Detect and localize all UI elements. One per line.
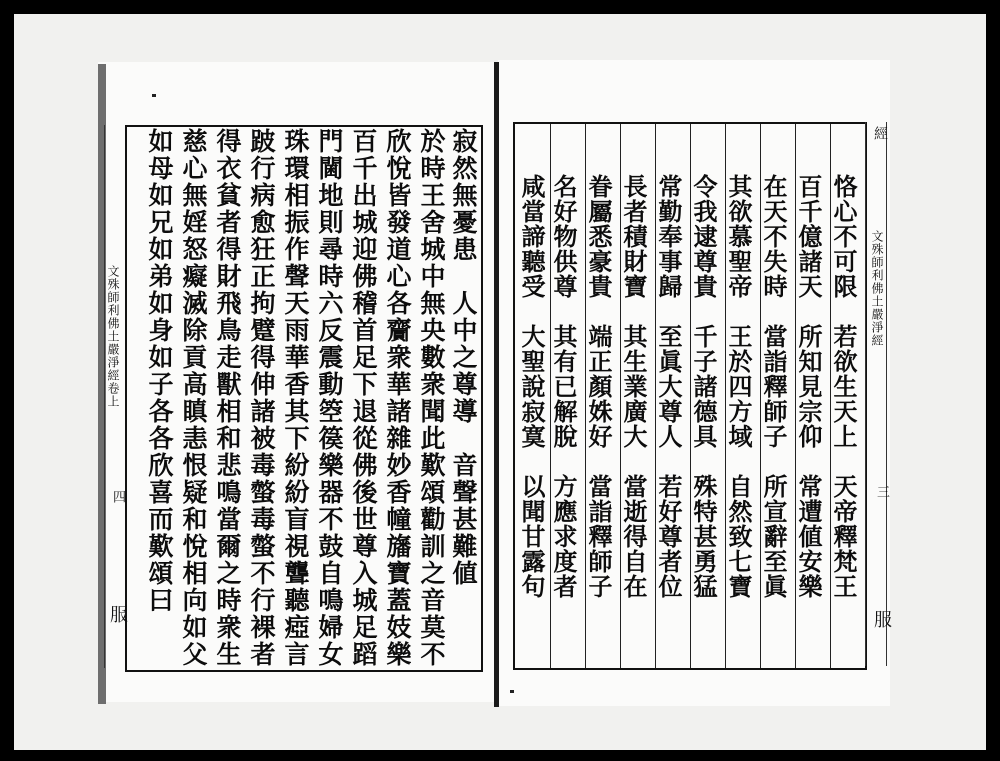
- right-verse-column: 咸當諦聽受 大聖說寂寞 以聞甘露句: [517, 174, 546, 599]
- left-text-column: 欣悅皆發道心各齎衆華諸雜妙香幢旛寶蓋妓樂: [383, 128, 412, 668]
- left-text-column: 寂然無憂患 人中之尊導 音聲甚難値: [449, 128, 478, 587]
- left-text-column: 跛行病愈狂正拘躄得伸諸被毒螫毒螫不行裸者: [247, 128, 276, 668]
- left-text-column: 門閫地則尋時六反震動箜篌樂器不鼓自鳴婦女: [315, 128, 344, 668]
- right-margin-top: 經: [872, 126, 888, 141]
- right-verse-column: 眷屬悉豪貴 端正顏姝好 當詣釋師子: [584, 174, 613, 599]
- left-text-column: 百千出城迎佛稽首足下退從佛後世尊入城足蹈: [349, 128, 378, 668]
- right-verse-column: 其欲慕聖帝 王於四方域 自然致七寶: [724, 174, 753, 599]
- right-folio-number: 三: [874, 485, 889, 499]
- right-book-mark: 服: [871, 610, 892, 629]
- book-spine: [494, 62, 499, 707]
- left-text-column: 珠環相振作聲天雨華香其下紛紛盲視聾聽瘂言: [281, 128, 310, 668]
- right-margin-title: 文殊師利佛土嚴淨經: [870, 230, 884, 347]
- ink-speck: [510, 690, 514, 693]
- left-folio-number: 四: [110, 490, 125, 504]
- right-verse-column: 常勤奉事歸 至眞大尊人 若好尊者位: [654, 174, 683, 599]
- left-book-mark: 服: [107, 605, 128, 624]
- right-verse-column: 百千億諸天 所知見宗仰 常遭値安樂: [794, 174, 823, 599]
- left-text-column: 慈心無婬怒癡滅除貢高瞋恚恨疑和悅相向如父: [179, 128, 208, 668]
- left-text-column: 於時王舍城中無央數衆聞此歎頌勸訓之音莫不: [417, 128, 446, 668]
- right-verse-column: 名好物供尊 其有已解脫 方應求度者: [549, 174, 578, 599]
- right-margin-column: [865, 122, 887, 666]
- right-verse-column: 在天不失時 當詣釋師子 所宣辭至眞: [759, 174, 788, 599]
- right-verse-column: 令我逮尊貴 千子諸德具 殊特甚勇猛: [689, 174, 718, 599]
- left-margin-title: 文殊師利佛土嚴淨經卷上: [106, 265, 120, 408]
- ink-speck: [152, 94, 156, 97]
- right-verse-column: 恪心不可限 若欲生天上 天帝釋梵王: [829, 174, 858, 599]
- right-verse-column: 長者積財寶 其生業廣大 當逝得自在: [619, 174, 648, 599]
- left-text-column: 如母如兄如弟如身如子各各欣喜而歎頌曰: [145, 128, 174, 614]
- left-text-column: 得衣貧者得財飛鳥走獸相和悲鳴當爾之時衆生: [213, 128, 242, 668]
